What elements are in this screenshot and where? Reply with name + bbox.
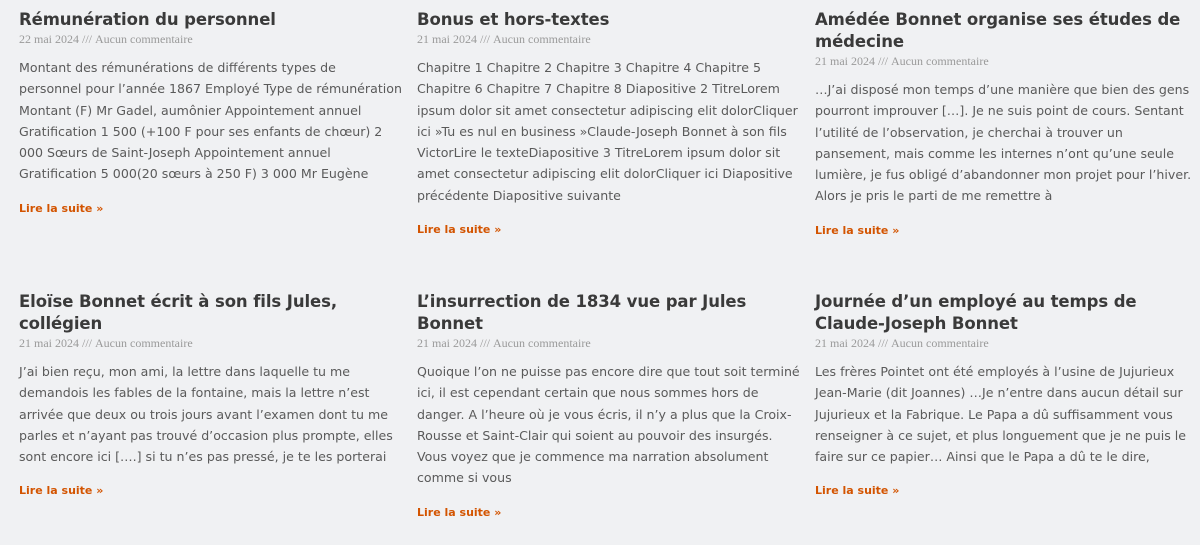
post-title[interactable]: Journée d’un employé au temps de Claude-Joseph Bonnet bbox=[815, 292, 1137, 333]
post-meta bbox=[19, 335, 402, 351]
post-title[interactable]: Rémunération du personnel bbox=[19, 10, 276, 29]
post-title[interactable]: L’insurrection de 1834 vue par Jules Bonnet bbox=[417, 292, 747, 333]
post-comments-link[interactable]: Aucun commentaire bbox=[95, 336, 193, 350]
post-card bbox=[815, 0, 1198, 286]
read-more-link[interactable]: Lire la suite » bbox=[815, 484, 900, 498]
read-more-link[interactable]: Lire la suite » bbox=[19, 201, 104, 215]
read-more-link[interactable]: Lire la suite » bbox=[815, 223, 900, 237]
post-excerpt: Quoique l’on ne puisse pas encore dire que tout soit terminé ici, il est cependant certain que nous sommes hors de danger. A l’heure où je vous écris, il n’y a plus que la Croix-Rousse et Saint-Clair qui soient au pouvoir des insurgés. Vous voyez que je commence ma narration absolument comme si vous bbox=[417, 364, 800, 486]
read-more-link[interactable]: Lire la suite » bbox=[19, 484, 104, 498]
posts-grid-row-2 bbox=[0, 286, 1200, 521]
post-meta bbox=[19, 31, 402, 47]
read-more-link[interactable]: Lire la suite » bbox=[417, 505, 502, 519]
post-excerpt: J’ai bien reçu, mon ami, la lettre dans laquelle tu me demandois les fables de la fontaine, mais la lettre n’est arrivée que deux ou trois jours avant l’examen dont tu me parles et n’ayant pas trouvé d’occasion plus prompte, elles sont encore ici [….] si tu n’es pas pressé, je te les porterai bbox=[19, 364, 393, 465]
post-excerpt: Montant des rémunérations de différents types de personnel pour l’année 1867 Employé Type de rémunération Montant (F) Mr Gadel, aumônier Appointement annuel Gratification 1 500 (+100 F pour ses enfants de chœur) 2 000 Sœurs de Saint-Joseph Appointement annuel Gratification 5 000(20 sœurs à 250 F) 3 000 Mr Eugène bbox=[19, 60, 402, 182]
post-card bbox=[417, 286, 800, 521]
post-comments-link[interactable]: Aucun commentaire bbox=[493, 32, 591, 46]
post-comments-link[interactable]: Aucun commentaire bbox=[493, 336, 591, 350]
meta-separator: /// bbox=[878, 54, 889, 68]
post-meta bbox=[815, 335, 1198, 351]
post-excerpt: Chapitre 1 Chapitre 2 Chapitre 3 Chapitre 4 Chapitre 5 Chapitre 6 Chapitre 7 Chapitre 8 Diapositive 2 TitreLorem ipsum dolor sit amet consectetur adipiscing elit dolorCliquer ici »Tu es nul en business »Claude-Joseph Bonnet à son fils VictorLire le texteDiapositive 3 TitreLorem ipsum dolor sit amet consectetur adipiscing elit dolorCliquer ici Diapositive précédente Diapositive suivante bbox=[417, 60, 798, 203]
post-title[interactable]: Bonus et hors-textes bbox=[417, 10, 610, 29]
meta-separator: /// bbox=[82, 32, 93, 46]
post-card bbox=[19, 0, 402, 286]
post-meta bbox=[417, 335, 800, 351]
post-excerpt: Les frères Pointet ont été employés à l’usine de Jujurieux Jean-Marie (dit Joannes) …Je n’entre dans aucun détail sur Jujurieux et la Fabrique. Le Papa a dû suffisamment vous renseigner à ce sujet, et plus longuement que je ne puis le faire sur ce papier… Ainsi que le Papa a dû te le dire, bbox=[815, 364, 1187, 465]
post-date: 21 mai 2024 bbox=[19, 336, 79, 350]
post-date: 21 mai 2024 bbox=[417, 336, 477, 350]
post-card bbox=[815, 286, 1198, 521]
post-date: 21 mai 2024 bbox=[815, 336, 875, 350]
post-excerpt: …J’ai disposé mon temps d’une manière que bien des gens pourront improuver […]. Je ne suis point de cours. Sentant l’utilité de l’observation, je cherchai à trouver un pansement, mais comme les internes n’ont qu’une seule lumière, je fus obligé d’abandonner mon projet pour l’hiver. Alors je pris le parti de me remettre à bbox=[815, 82, 1192, 204]
post-date: 21 mai 2024 bbox=[815, 54, 875, 68]
post-title[interactable]: Eloïse Bonnet écrit à son fils Jules, collégien bbox=[19, 292, 338, 333]
meta-separator: /// bbox=[82, 336, 93, 350]
post-meta bbox=[417, 31, 800, 47]
post-card bbox=[417, 0, 800, 286]
meta-separator: /// bbox=[878, 336, 889, 350]
post-comments-link[interactable]: Aucun commentaire bbox=[95, 32, 193, 46]
post-date: 21 mai 2024 bbox=[417, 32, 477, 46]
meta-separator: /// bbox=[480, 336, 491, 350]
post-comments-link[interactable]: Aucun commentaire bbox=[891, 54, 989, 68]
post-meta bbox=[815, 53, 1198, 69]
post-comments-link[interactable]: Aucun commentaire bbox=[891, 336, 989, 350]
read-more-link[interactable]: Lire la suite » bbox=[417, 223, 502, 237]
post-card bbox=[19, 286, 402, 521]
meta-separator: /// bbox=[480, 32, 491, 46]
post-date: 22 mai 2024 bbox=[19, 32, 79, 46]
post-title[interactable]: Amédée Bonnet organise ses études de médecine bbox=[815, 10, 1181, 51]
